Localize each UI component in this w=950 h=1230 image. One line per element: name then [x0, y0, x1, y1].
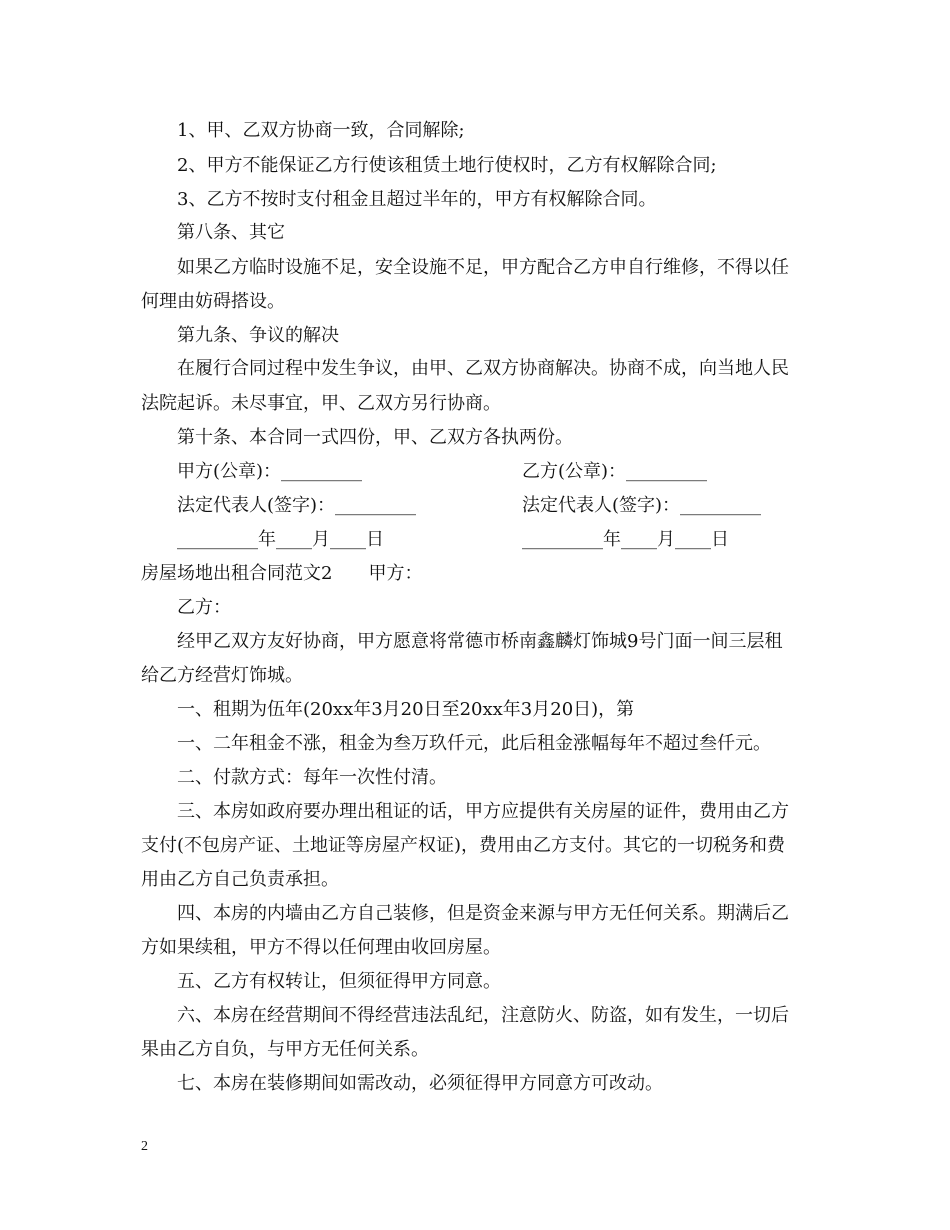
- text-line: 三、本房如政府要办理出租证的话，甲方应提供有关房屋的证件，费用由乙方: [177, 801, 789, 822]
- text-line: 四、本房的内墙由乙方自己装修，但是资金来源与甲方无任何关系。期满后乙: [177, 903, 789, 924]
- document-title: 房屋场地出租合同范文2 甲方：: [141, 563, 423, 584]
- text-line: 给乙方经营灯饰城。: [141, 665, 303, 686]
- party-b-seal: 乙方(公章)：_________: [522, 461, 708, 482]
- text-line: 3、乙方不按时支付租金且超过半年的，甲方有权解除合同。: [177, 189, 657, 210]
- party-a-representative: 法定代表人(签字)：_________: [177, 495, 417, 516]
- text-line: 法院起诉。未尽事宜，甲、乙双方另行协商。: [141, 393, 501, 414]
- section-heading: 第八条、其它: [177, 222, 285, 243]
- party-b-representative: 法定代表人(签字)：_________: [522, 495, 762, 516]
- text-line: 何理由妨碍搭设。: [141, 291, 285, 312]
- text-line: 经甲乙双方友好协商，甲方愿意将常德市桥南鑫麟灯饰城9号门面一间三层租: [177, 631, 783, 652]
- text-line: 如果乙方临时设施不足，安全设施不足，甲方配合乙方申自行维修，不得以任: [177, 257, 789, 278]
- text-line: 1、甲、乙双方协商一致，合同解除;: [177, 120, 465, 141]
- text-line: 七、本房在装修期间如需改动，必须征得甲方同意方可改动。: [177, 1073, 663, 1094]
- text-line: 果由乙方自负，与甲方无任何关系。: [141, 1039, 429, 1060]
- text-line: 一、租期为伍年(20xx年3月20日至20xx年3月20日)，第: [177, 699, 635, 720]
- text-line: 支付(不包房产证、土地证等房屋产权证)，费用由乙方支付。其它的一切税务和费: [141, 835, 786, 856]
- text-line: 2、甲方不能保证乙方行使该租赁土地行使权时，乙方有权解除合同;: [177, 155, 717, 176]
- section-heading: 第十条、本合同一式四份，甲、乙双方各执两份。: [177, 427, 573, 448]
- text-line: 二、付款方式：每年一次性付清。: [177, 767, 447, 788]
- party-a-seal: 甲方(公章)：_________: [177, 461, 363, 482]
- text-line: 五、乙方有权转让，但须征得甲方同意。: [177, 971, 501, 992]
- section-heading: 第九条、争议的解决: [177, 325, 339, 346]
- text-line: 用由乙方自己负责承担。: [141, 869, 339, 890]
- text-line: 在履行合同过程中发生争议，由甲、乙双方协商解决。协商不成，向当地人民: [177, 358, 789, 379]
- party-b-date: _________年____月____日: [522, 529, 729, 550]
- text-line: 六、本房在经营期间不得经营违法乱纪，注意防火、防盗，如有发生，一切后: [177, 1005, 789, 1026]
- party-a-date: _________年____月____日: [177, 529, 384, 550]
- text-line: 方如果续租，甲方不得以任何理由收回房屋。: [141, 937, 501, 958]
- text-line: 乙方：: [177, 597, 231, 618]
- page-number: 2: [141, 1139, 148, 1154]
- text-line: 一、二年租金不涨，租金为叁万玖仟元，此后租金涨幅每年不超过叁仟元。: [177, 733, 771, 754]
